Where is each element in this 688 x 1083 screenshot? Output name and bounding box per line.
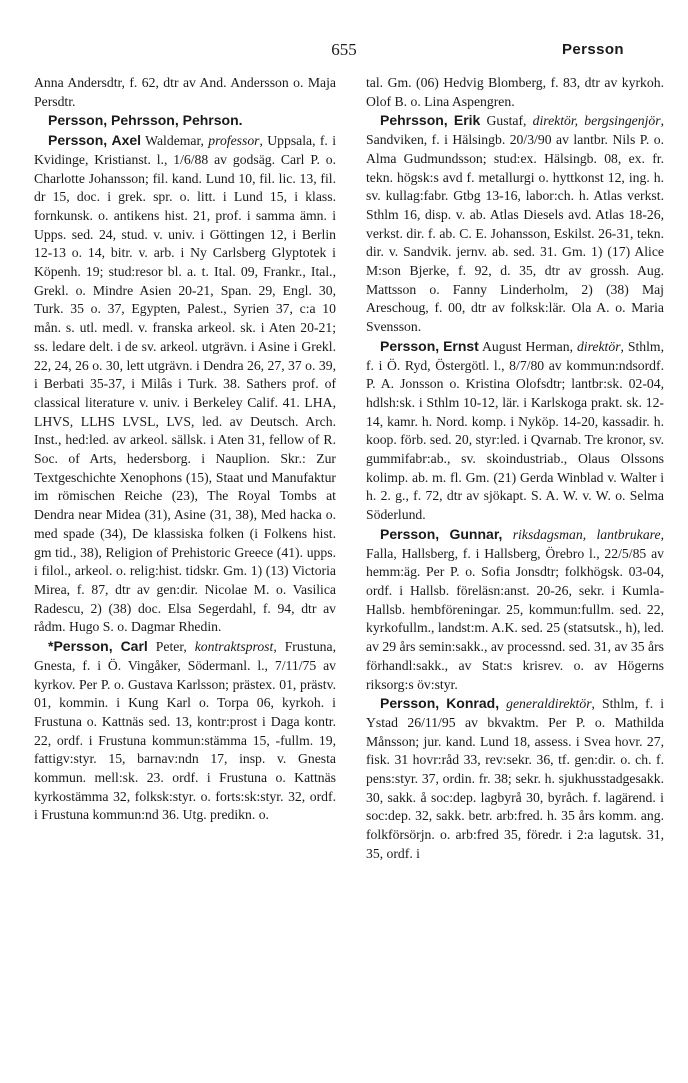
entry-anna-andersdtr: Anna Andersdtr, f. 62, dtr av And. Andersson o. Maja Persdtr. bbox=[34, 75, 336, 109]
running-head: Persson bbox=[562, 41, 624, 58]
entry-body: , Sthlm, f. i Ystad 26/11/95 av bkvaktm. Per P. o. Mathilda Månsson; jur. kand. Lund 18, assess. i Svea hovr. 27, fisk. 31 hovr:råd 33, rev:sekr. 36, tf. gen:dir. o. ch. f. pens:styr. 37, ordin. fr. 38; sekr. h. sjukhusstadgesakk. 30, sakk. å soc:dep. lagbyrå 30, byråch. f. lagärend. i soc:dep. 32, sakk. betr. arb:fred. h. 35 års komm. ang. folkförsörjn. o. arb:fred 35, föredr. i 2:a lagutsk. 31, 35, ordf. i bbox=[366, 696, 664, 861]
entry-body: , Frustuna, Gnesta, f. i Ö. Vingåker, Södermanl. l., 7/11/75 av kyrkov. Per P. o. Gustava Karlsson; prästex. 01, prästv. 01, kommin. i Kung Karl o. Torpa 06, kyrkoh. i Frustuna o. Kattnäs sed. 13, kontr:prost i Daga kontr. 22, ordf. i Frustuna kommun:stämma 15, -fullm. 19, fattigv:styr. 15, barnav:ndn 17, insp. v. Gnesta kommun. mell:sk. 23. ordf. i Frustuna o. Kattnäs kyrkostämma 32, folksk:styr. o. forts:sk:styr. 32, ordf. i Frustuna kommun:nd 36. Utg. predikn. o. bbox=[34, 639, 337, 823]
entry-body: , Falla, Hallsberg, f. i Hallsberg, Örebro l., 22/5/85 av hemm:äg. Per P. o. Sofia Jonsdtr; folkhögsk. 03-04, ordf. i Hallsb. föreläsn:anst. 20-26, sekr. i Kumla-Hallsb. hembföreningar. 25, kommun:fullm. sed. 22, kyrkofullm., landst:m. A.K. sed. 25 (statsutsk., h), led. av 29 års semin:sakk., av processnd. sed. 31, av 35 års förhandl:sakk., av Stat:s krisrev. o. av Högerns riksorg:s öv:styr. bbox=[366, 526, 664, 692]
entry-occupation: professor bbox=[208, 133, 260, 149]
entry-body: , Sthlm, f. i Ö. Ryd, Östergötl. l., 8/7/80 av kommun:ndsordf. P. A. Jonsson o. Kristina Olofsdtr; lantbr:sk. 02-04, hdlsh:sk. i Sthlm 10-12, lär. i Karlskoga prakt. sk. 12-14, kamr. h. Nord. komp. i Nyköp. 14-20, kassadir. h. koop. förb. sed. 20, styr:led. i Qvarnab. Tre kronor, sv. gummifabr:ab., sv. skoindustriab., Olaus Olssons kolimp. ab. m. fl. Gm. (21) Gerda Winblad v. Walter i h. 2. g., f. 72, dtr av sjökapt. S. A. W. v. W. o. Selma Söderlund. bbox=[366, 338, 665, 523]
entry-surname: Persson, bbox=[380, 695, 440, 712]
entry-persson-carl bbox=[34, 637, 336, 825]
entry-given-name: Erik bbox=[453, 112, 481, 129]
entry-persson-konrad bbox=[366, 694, 664, 863]
entry-surname: Persson, bbox=[48, 132, 108, 149]
entry-given-name: Gunnar, bbox=[449, 525, 503, 542]
entry-pehrsson-erik bbox=[366, 111, 664, 336]
entry-surname: Persson, bbox=[380, 337, 440, 354]
entry-occupation: direktör, bergsingenjör bbox=[532, 113, 661, 129]
entry-body: , Uppsala, f. i Kvidinge, Kristianst. l., 1/6/88 av godsäg. Carl P. o. Charlotte Johansson; fil. kand. Lund 10, fil. lic. 13, fil. dr 15, doc. i grek. spr. o. litt. i Lund 15, i klass. fornkunsk. o. antikens hist. 21, prof. i samma ämn. i Upps. sed. 24, stud. v. univ. i Göttingen 12, i Berlin 12-13 o. 14, bitr. v. arb. i Ny Carlsberg Glyptotek i Köpenh. 19; stud:resor bl. a. t. Ital. 09, Frankr., Ital., Grekl. o. Mindre Asien 20-21, Span. 29, Engl. 30, Turk. 35 o. 37, Egypten, Palest., Syrien 37, c:a 10 mån. s. utl. medl. v. franska arkeol. sk. i Aten 20-21; ss. ledare delt. i de sv. arkeol. utgrävn. i Asine i Grekl. 22, 24, 26 o. 30, lett utgrävn. i Dendra 26, 27, 37 o. 39, i Berbati 35-37, i Milâs i Turk. 38. Sathers prof. of classical literature v. univ. i Berkeley Calif. 41. LHA, LHVS, LLHS LVSL, LVS, led. av Deutsch. Arch. Inst., hed:led. av arkeol. sällsk. i Aten 31, fellow of R. Soc. of Arts, hedersborg. i Nauplion. Skr.: Zur Textgeschichte Xenophons (15), Staat und Manufaktur im römischen Reiche (23), The Royal Tombs at Dendra near Midea (31), Asine (31, 38), Med hacka o. med spade (34), De klassiska folken (i Folkens hist. gm tid., 38), Religion of Prehistoric Greece (41). upps. i filol., arkeol. o. relig:hist. tidskr. Gm. 1) (13) Victoria Mirea, f. 87, dtr av gen:dir. Nicolae M. o. Vasilica Radescu, 2) (38) doc. Elsa Segerdahl, f. 94, dtr av rådm. Hugo S. o. Dagmar Rhedin. bbox=[34, 133, 336, 635]
entry-surname: Pehrsson, bbox=[380, 112, 448, 129]
entry-given-name-rest: August Herman, bbox=[482, 338, 574, 354]
entry-given-name: Konrad, bbox=[446, 695, 500, 712]
page-number: 655 bbox=[331, 40, 357, 59]
page-header bbox=[0, 40, 688, 64]
entry-given-name-rest: Peter, bbox=[155, 639, 187, 655]
entry-persson-gunnar bbox=[366, 525, 664, 694]
right-column bbox=[366, 74, 664, 864]
entry-occupation: generaldirektör bbox=[506, 696, 592, 712]
entry-body: , Sandviken, f. i Hälsingb. 20/3/90 av lantbr. Nils P. o. Alma Gudmundsson; stud:ex. Hälsingb. 08, ex. fr. tekn. högsk:s avd f. metallurgi o. hyttkonst 12, ing. h. sv. kullag:fabr. Gtbg 13-16, labor:ch. h. Atlas verkst. Sthlm 16, disp. v. ab. Atlas Diesels avd. Atlas 18-26, verkst. dir. f. ab. C. E. Johansson, Eskilst. 26-31, tekn. dir. v. Sandvik. jernv. ab. sed. 31. Gm. 1) (17) Alice M:son Bjerke, f. 92, d. 35, dtr av grossh. Aug. Mattsson o. Fanny Linderholm, 2) (38) Maj Areschoug, f. 00, dtr av folksk:lär. Ola A. o. Maria Svensson. bbox=[366, 113, 664, 335]
entry-surname: *Persson, bbox=[48, 638, 113, 655]
cross-reference-heading bbox=[34, 111, 336, 131]
cross-reference-text: Persson, Pehrsson, Pehrson. bbox=[48, 112, 243, 129]
entry-occupation: riksdagsman, lantbrukare bbox=[512, 526, 661, 542]
entry-given-name-rest: Gustaf, bbox=[486, 113, 527, 129]
entry-given-name-rest: Waldemar, bbox=[145, 133, 204, 149]
entry-given-name: Carl bbox=[120, 638, 148, 655]
left-column bbox=[34, 74, 336, 825]
entry-given-name: Ernst bbox=[443, 337, 479, 354]
entry-occupation: direktör bbox=[576, 338, 621, 354]
entry-persson-carl-continued: tal. Gm. (06) Hedvig Blomberg, f. 83, dtr av kyrkoh. Olof B. o. Lina Aspengren. bbox=[366, 75, 664, 109]
entry-given-name: Axel bbox=[111, 132, 142, 149]
entry-persson-ernst bbox=[366, 337, 664, 525]
entry-surname: Persson, bbox=[380, 525, 440, 542]
entry-persson-axel bbox=[34, 131, 336, 637]
entry-occupation: kontraktsprost bbox=[194, 639, 274, 655]
